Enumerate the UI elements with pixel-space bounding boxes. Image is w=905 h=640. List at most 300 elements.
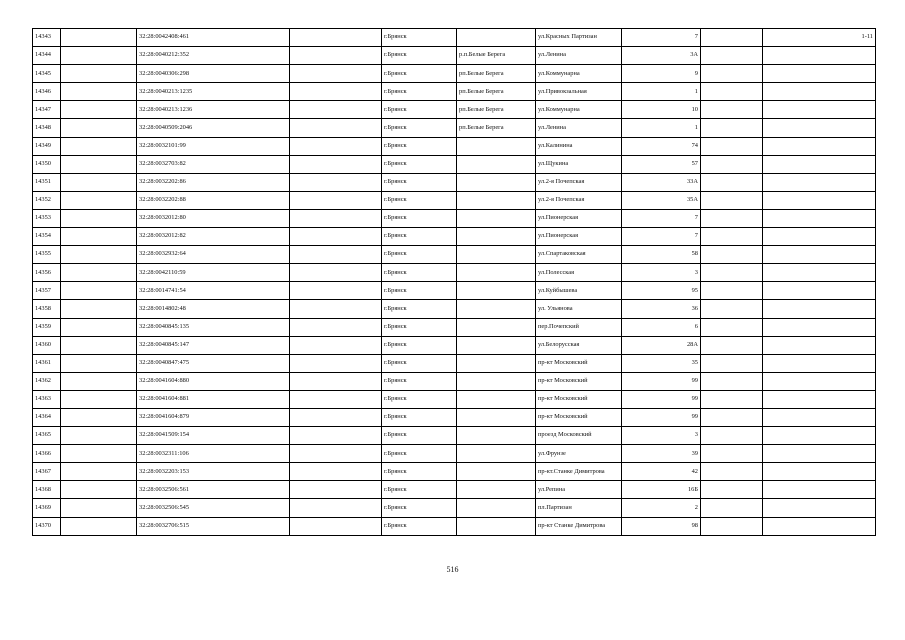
cell-street: ул. Ульянова [536,300,622,318]
table-row [33,300,876,318]
cell-house: 2 [622,499,701,517]
cell-id: 14365 [33,427,61,445]
cell-empty [701,29,763,47]
cell-cad: 32:28:0041604:880 [137,372,290,390]
cell-empty [701,101,763,119]
cell-district: р.п.Белые Берега [457,47,536,65]
cell-empty [701,445,763,463]
cell-empty [701,173,763,191]
cell-cad: 32:28:0040845:135 [137,318,290,336]
cell-house: 99 [622,372,701,390]
cell-house: 36 [622,300,701,318]
cell-street: ул.Ленина [536,119,622,137]
cell-city: г.Брянск [382,65,457,83]
table-row [33,83,876,101]
cell-street: ул.Полесская [536,264,622,282]
table-row [33,246,876,264]
cell-street: ул.Калинина [536,137,622,155]
cell-house: 3 [622,427,701,445]
cell-street: ул.Спартаковская [536,246,622,264]
cell-empty [290,65,382,83]
cell-district [457,137,536,155]
cell-empty [61,47,137,65]
cell-cad: 32:28:0040213:1236 [137,101,290,119]
table-row [33,463,876,481]
cell-empty [701,318,763,336]
cell-empty [61,427,137,445]
cell-id: 14358 [33,300,61,318]
cell-extra [763,463,876,481]
cell-house: 57 [622,155,701,173]
cell-cad: 32:28:0032506:561 [137,481,290,499]
cell-house: 28А [622,336,701,354]
cell-empty [290,372,382,390]
table-row [33,137,876,155]
cell-street: ул.Пионерская [536,228,622,246]
table-row [33,228,876,246]
cell-cad: 32:28:0040509:2046 [137,119,290,137]
cell-empty [61,83,137,101]
cell-empty [61,499,137,517]
cell-empty [701,499,763,517]
cell-district [457,463,536,481]
cell-empty [61,336,137,354]
cell-empty [61,29,137,47]
cell-district [457,427,536,445]
cell-house: 95 [622,282,701,300]
table-row [33,282,876,300]
cell-district [457,191,536,209]
cell-empty [290,155,382,173]
cell-district [457,209,536,227]
cell-district [457,390,536,408]
cell-street: ул.Фрунзе [536,445,622,463]
cell-cad: 32:28:0040213:1235 [137,83,290,101]
cell-empty [61,155,137,173]
cell-house: 7 [622,228,701,246]
cell-cad: 32:28:0032202:86 [137,173,290,191]
cell-empty [701,336,763,354]
cell-house: 33А [622,173,701,191]
cell-district [457,372,536,390]
cell-extra [763,499,876,517]
cell-extra [763,65,876,83]
cell-district [457,246,536,264]
cell-id: 14360 [33,336,61,354]
cell-empty [61,228,137,246]
cell-empty [701,427,763,445]
cell-city: г.Брянск [382,282,457,300]
cell-district [457,173,536,191]
cell-district [457,517,536,535]
cell-empty [290,390,382,408]
cell-empty [61,517,137,535]
cell-cad: 32:28:0040306:298 [137,65,290,83]
cell-empty [290,336,382,354]
cell-empty [290,209,382,227]
cell-empty [61,481,137,499]
cell-empty [290,427,382,445]
cell-empty [701,408,763,426]
cell-cad: 32:28:0032012:80 [137,209,290,227]
cell-cad: 32:28:0040845:147 [137,336,290,354]
cell-street: пр-кт Станке Димитрова [536,517,622,535]
cell-street: ул.Коммунарна [536,101,622,119]
cell-empty [290,408,382,426]
cell-empty [290,29,382,47]
cell-id: 14352 [33,191,61,209]
table-row [33,408,876,426]
cell-district: рп.Белые Берега [457,65,536,83]
cell-empty [61,354,137,372]
cell-extra [763,173,876,191]
cell-id: 14364 [33,408,61,426]
cell-city: г.Брянск [382,517,457,535]
cell-empty [701,137,763,155]
table-row [33,372,876,390]
cell-district [457,155,536,173]
cell-extra [763,354,876,372]
cell-empty [701,83,763,101]
cell-cad: 32:28:0041509:154 [137,427,290,445]
cell-extra: 1-11 [763,29,876,47]
cell-city: г.Брянск [382,481,457,499]
cell-empty [701,209,763,227]
cell-extra [763,408,876,426]
cell-house: 1 [622,83,701,101]
cell-empty [290,354,382,372]
cell-district [457,282,536,300]
cell-id: 14361 [33,354,61,372]
cell-id: 14349 [33,137,61,155]
cell-id: 14368 [33,481,61,499]
cell-city: г.Брянск [382,191,457,209]
cell-id: 14344 [33,47,61,65]
cell-empty [701,354,763,372]
cell-empty [701,47,763,65]
cell-empty [61,191,137,209]
cell-city: г.Брянск [382,209,457,227]
cell-empty [61,101,137,119]
cell-extra [763,47,876,65]
cell-cad: 32:28:0040212:352 [137,47,290,65]
cell-id: 14347 [33,101,61,119]
cell-city: г.Брянск [382,155,457,173]
cell-city: г.Брянск [382,499,457,517]
cell-district [457,264,536,282]
cell-extra [763,228,876,246]
cell-house: 6 [622,318,701,336]
cell-city: г.Брянск [382,300,457,318]
cell-street: пр-кт Московский [536,372,622,390]
cell-empty [701,191,763,209]
cell-house: 74 [622,137,701,155]
cell-empty [61,264,137,282]
cell-id: 14366 [33,445,61,463]
cell-empty [290,499,382,517]
table-row [33,264,876,282]
cell-empty [61,137,137,155]
cell-empty [290,191,382,209]
cell-empty [701,155,763,173]
cell-street: ул.Белорусская [536,336,622,354]
cell-empty [290,47,382,65]
cell-city: г.Брянск [382,318,457,336]
table-row [33,318,876,336]
cell-house: 9 [622,65,701,83]
cell-empty [290,246,382,264]
cell-extra [763,282,876,300]
cell-empty [61,173,137,191]
table-row [33,209,876,227]
cell-empty [61,209,137,227]
cell-empty [61,65,137,83]
cell-cad: 32:28:0041604:879 [137,408,290,426]
cell-empty [290,517,382,535]
table-row [33,499,876,517]
cell-house: 3А [622,47,701,65]
cell-cad: 32:28:0032932:64 [137,246,290,264]
cell-extra [763,119,876,137]
cell-cad: 32:28:0032706:515 [137,517,290,535]
cell-house: 98 [622,517,701,535]
cell-empty [701,300,763,318]
cell-district: рп.Белые Берега [457,119,536,137]
cell-id: 14356 [33,264,61,282]
cell-district [457,228,536,246]
cell-district: рп.Белые Берега [457,83,536,101]
cell-empty [701,228,763,246]
cell-street: пр-кт Московский [536,390,622,408]
cell-empty [290,300,382,318]
cell-extra [763,300,876,318]
table-row [33,173,876,191]
cell-id: 14357 [33,282,61,300]
cell-street: ул.Коммунарна [536,65,622,83]
table-row [33,191,876,209]
table-row [33,427,876,445]
table-row [33,119,876,137]
cell-cad: 32:28:0041604:881 [137,390,290,408]
page-number: 516 [446,565,459,574]
cell-extra [763,264,876,282]
cell-empty [61,390,137,408]
cell-city: г.Брянск [382,354,457,372]
cell-empty [61,463,137,481]
cell-id: 14346 [33,83,61,101]
cell-extra [763,83,876,101]
cell-empty [61,246,137,264]
cell-empty [701,264,763,282]
cell-city: г.Брянск [382,29,457,47]
table-row [33,517,876,535]
cell-empty [290,137,382,155]
register-table [32,28,876,536]
cell-street: пр-кт.Станке Димитрова [536,463,622,481]
cell-empty [290,481,382,499]
cell-street: ул.Куйбышева [536,282,622,300]
cell-empty [701,246,763,264]
cell-cad: 32:28:0032311:106 [137,445,290,463]
cell-district [457,481,536,499]
cell-extra [763,390,876,408]
table-row [33,29,876,47]
cell-empty [61,445,137,463]
cell-extra [763,137,876,155]
cell-street: ул.Привокзальная [536,83,622,101]
cell-street: проезд Московский [536,427,622,445]
table-row [33,47,876,65]
cell-street: пер.Почепский [536,318,622,336]
cell-empty [61,282,137,300]
cell-cad: 32:28:0014741:54 [137,282,290,300]
cell-cad: 32:28:0040847:475 [137,354,290,372]
cell-house: 39 [622,445,701,463]
cell-district [457,354,536,372]
cell-street: пл.Партизан [536,499,622,517]
table-row [33,65,876,83]
cell-extra [763,191,876,209]
cell-empty [290,101,382,119]
cell-city: г.Брянск [382,264,457,282]
cell-city: г.Брянск [382,372,457,390]
cell-empty [290,264,382,282]
cell-house: 3 [622,264,701,282]
cell-cad: 32:28:0032012:82 [137,228,290,246]
cell-district [457,408,536,426]
cell-empty [701,390,763,408]
cell-empty [290,282,382,300]
cell-cad: 32:28:0042110:59 [137,264,290,282]
cell-empty [61,408,137,426]
cell-empty [290,463,382,481]
cell-district [457,336,536,354]
cell-empty [61,300,137,318]
cell-id: 14367 [33,463,61,481]
cell-district [457,300,536,318]
cell-id: 14351 [33,173,61,191]
cell-house: 35 [622,354,701,372]
cell-city: г.Брянск [382,336,457,354]
cell-extra [763,372,876,390]
cell-district [457,445,536,463]
cell-empty [290,173,382,191]
cell-street: ул.Щукина [536,155,622,173]
cell-empty [290,228,382,246]
cell-house: 99 [622,408,701,426]
cell-city: г.Брянск [382,445,457,463]
table-row [33,354,876,372]
cell-cad: 32:28:0032506:545 [137,499,290,517]
cell-empty [701,372,763,390]
table-row [33,336,876,354]
cell-district [457,29,536,47]
cell-city: г.Брянск [382,101,457,119]
cell-extra [763,246,876,264]
cell-cad: 32:28:0032101:99 [137,137,290,155]
cell-empty [61,119,137,137]
cell-empty [290,119,382,137]
cell-empty [701,463,763,481]
cell-id: 14370 [33,517,61,535]
cell-extra [763,517,876,535]
cell-house: 16Б [622,481,701,499]
table-row [33,390,876,408]
cell-id: 14354 [33,228,61,246]
table-row [33,481,876,499]
cell-cad: 32:28:0032703:82 [137,155,290,173]
cell-extra [763,155,876,173]
cell-city: г.Брянск [382,408,457,426]
cell-district [457,499,536,517]
cell-house: 35А [622,191,701,209]
cell-extra [763,481,876,499]
cell-house: 42 [622,463,701,481]
cell-empty [61,372,137,390]
cell-empty [290,318,382,336]
cell-empty [701,481,763,499]
cell-extra [763,209,876,227]
cell-city: г.Брянск [382,83,457,101]
cell-cad: 32:28:0032203:153 [137,463,290,481]
cell-district [457,318,536,336]
cell-empty [290,83,382,101]
register-table-body [33,29,876,536]
cell-district: рп.Белые Берега [457,101,536,119]
cell-city: г.Брянск [382,246,457,264]
cell-empty [701,517,763,535]
cell-city: г.Брянск [382,228,457,246]
cell-cad: 32:28:0014802:48 [137,300,290,318]
cell-id: 14343 [33,29,61,47]
cell-empty [61,318,137,336]
cell-street: ул.2-я Почепская [536,173,622,191]
cell-city: г.Брянск [382,427,457,445]
cell-id: 14363 [33,390,61,408]
cell-city: г.Брянск [382,463,457,481]
table-row [33,445,876,463]
table-row [33,155,876,173]
cell-empty [701,65,763,83]
cell-extra [763,427,876,445]
table-row [33,101,876,119]
cell-cad: 32:28:0032202:88 [137,191,290,209]
cell-street: пр-кт Московский [536,408,622,426]
cell-street: ул.Репина [536,481,622,499]
cell-empty [701,282,763,300]
cell-id: 14359 [33,318,61,336]
cell-id: 14362 [33,372,61,390]
cell-id: 14355 [33,246,61,264]
cell-street: ул.Ленина [536,47,622,65]
cell-extra [763,336,876,354]
cell-cad: 32:28:0042408:461 [137,29,290,47]
cell-empty [290,445,382,463]
cell-house: 7 [622,209,701,227]
cell-city: г.Брянск [382,173,457,191]
cell-city: г.Брянск [382,119,457,137]
cell-city: г.Брянск [382,47,457,65]
cell-city: г.Брянск [382,390,457,408]
cell-house: 99 [622,390,701,408]
cell-id: 14353 [33,209,61,227]
cell-house: 10 [622,101,701,119]
cell-extra [763,101,876,119]
cell-id: 14350 [33,155,61,173]
cell-extra [763,445,876,463]
cell-street: ул.2-я Почепская [536,191,622,209]
cell-street: ул.Пионерская [536,209,622,227]
